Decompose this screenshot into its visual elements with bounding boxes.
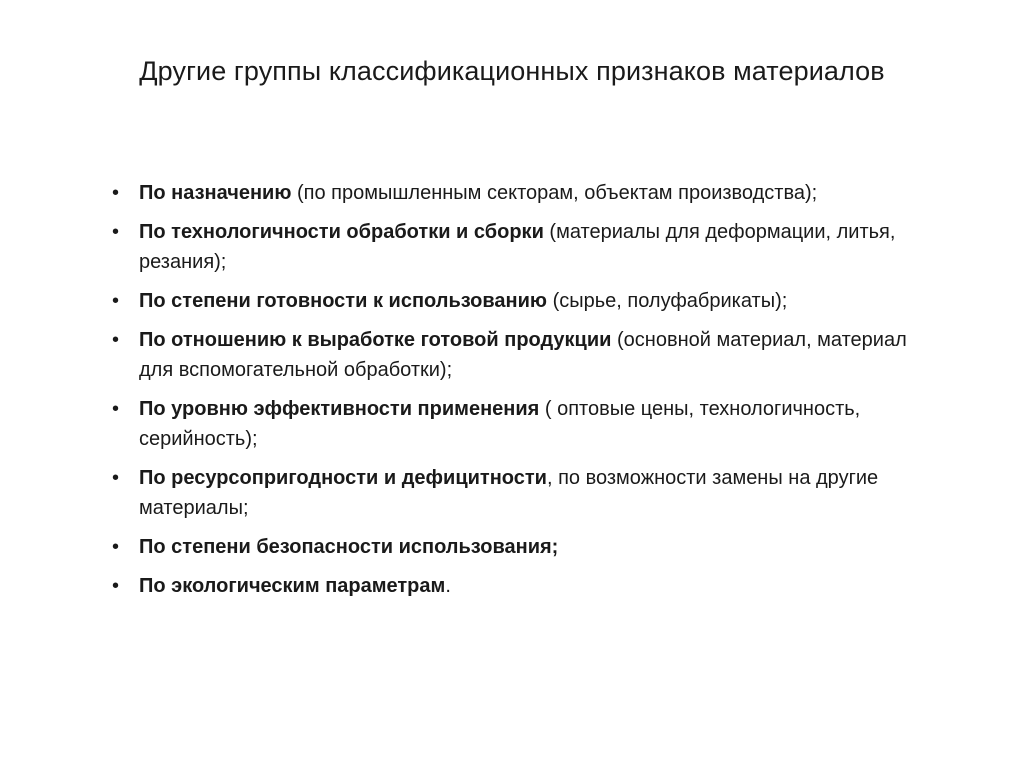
bullet-list bbox=[112, 178, 932, 601]
item-description: , по возможности замены на другие материалы; bbox=[139, 467, 879, 519]
item-description: (сырье, полуфабрикаты); bbox=[547, 290, 788, 312]
slide-title: Другие группы классификационных признаков материалов bbox=[139, 56, 885, 86]
bullet-icon: • bbox=[112, 329, 120, 351]
item-description: (материалы для деформации, литья, резания); bbox=[139, 221, 896, 273]
list-item bbox=[112, 571, 932, 601]
item-term: По степени безопасности использования; bbox=[139, 536, 559, 558]
item-term: По уровню эффективности применения bbox=[139, 398, 540, 420]
bullet-icon: • bbox=[112, 398, 120, 420]
bullet-icon: • bbox=[112, 182, 120, 204]
list-item bbox=[112, 394, 932, 454]
list-item bbox=[112, 463, 932, 523]
bullet-icon: • bbox=[112, 575, 120, 597]
item-description: . bbox=[445, 575, 451, 597]
list-item bbox=[112, 178, 932, 208]
item-term: По ресурсопригодности и дефицитности bbox=[139, 467, 547, 489]
list-item bbox=[112, 532, 932, 562]
item-description: ( оптовые цены, технологичность, серийность); bbox=[139, 398, 861, 450]
bullet-icon: • bbox=[112, 467, 120, 489]
bullet-icon: • bbox=[112, 536, 120, 558]
item-term: По назначению bbox=[139, 182, 292, 204]
item-description: (по промышленным секторам, объектам производства); bbox=[291, 182, 818, 204]
item-description: (основной материал, материал для вспомогательной обработки); bbox=[139, 329, 907, 381]
item-term: По экологическим параметрам bbox=[139, 575, 446, 597]
slide-content bbox=[112, 178, 932, 610]
list-item bbox=[112, 325, 932, 385]
bullet-icon: • bbox=[112, 221, 120, 243]
item-term: По степени готовности к использованию bbox=[139, 290, 548, 312]
item-term: По отношению к выработке готовой продукции bbox=[139, 329, 612, 351]
list-item bbox=[112, 217, 932, 277]
item-term: По технологичности обработки и сборки bbox=[139, 221, 544, 243]
list-item bbox=[112, 286, 932, 316]
bullet-icon: • bbox=[112, 290, 120, 312]
